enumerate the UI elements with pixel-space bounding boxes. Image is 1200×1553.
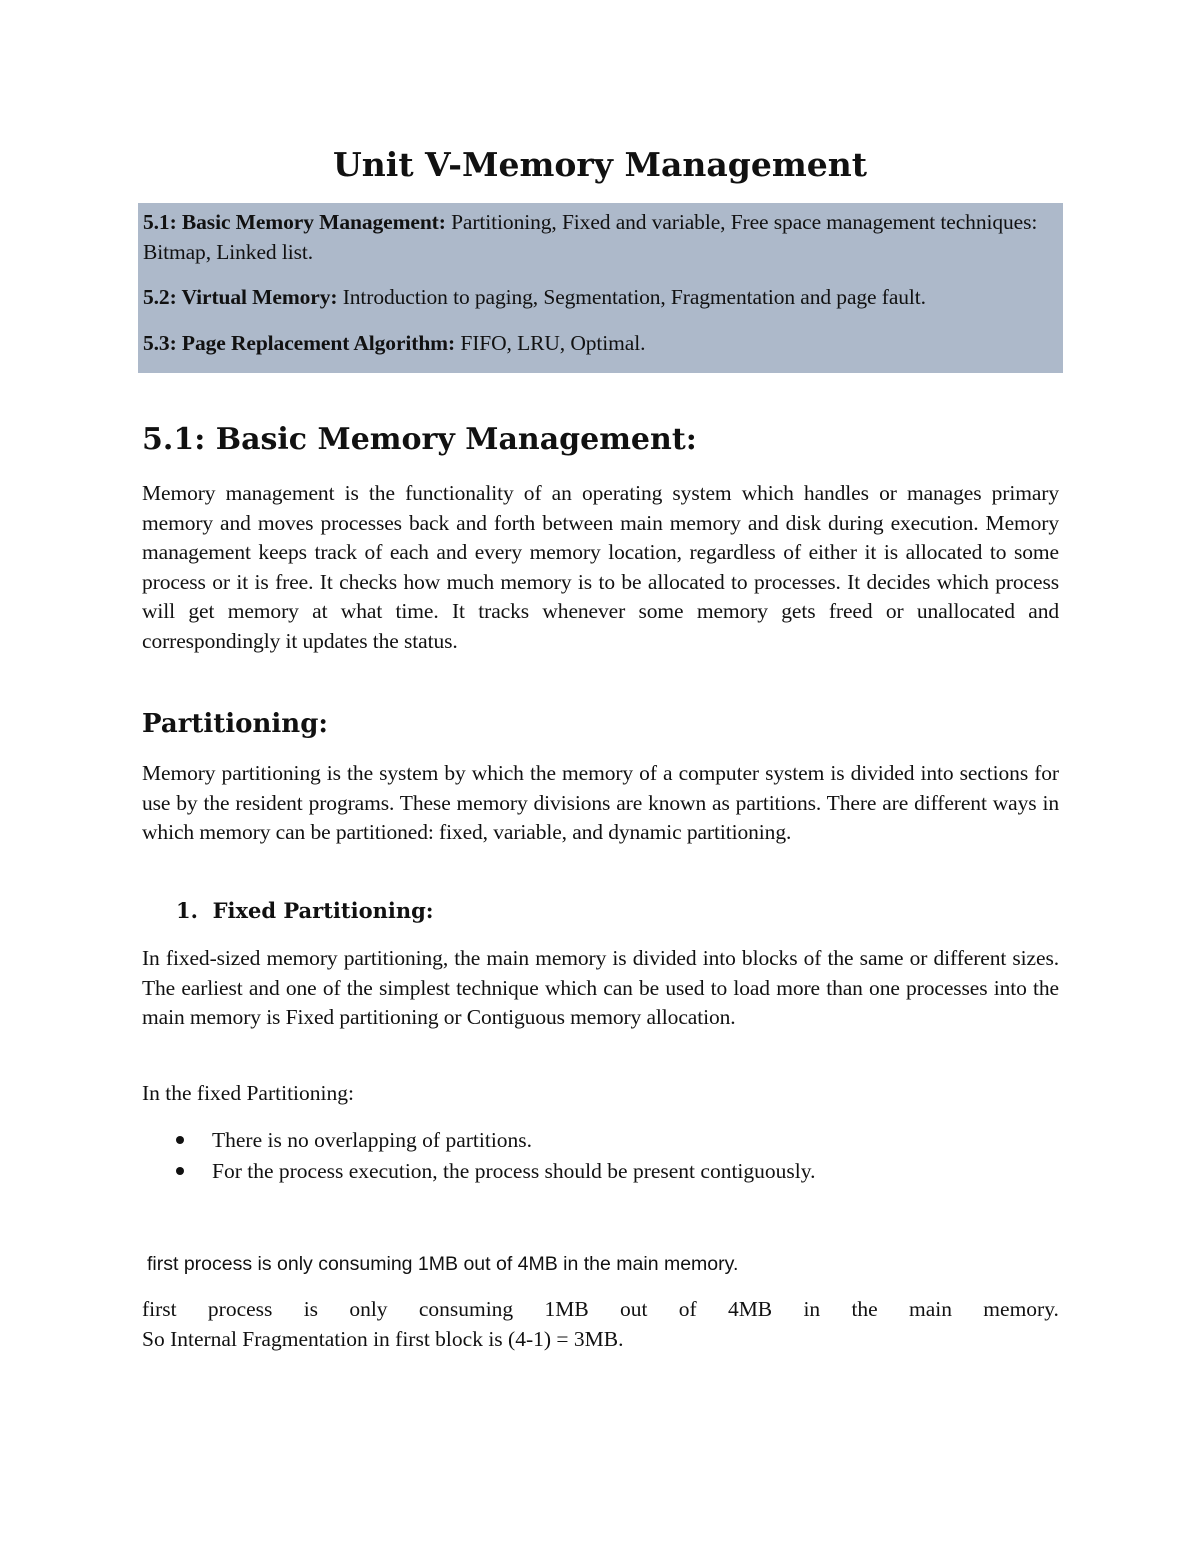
note-paragraph [142, 1294, 1059, 1354]
note-word: main [909, 1297, 953, 1321]
toc-item-text: Partitioning, Fixed and variable, Free space management techniques: Bitmap, Linked list. [143, 210, 1038, 264]
note-word: is [303, 1297, 319, 1321]
list-item-text: For the process execution, the process should be present contiguously. [212, 1159, 816, 1183]
toc-item-text: FIFO, LRU, Optimal. [455, 331, 646, 355]
toc-item-label: 5.3: Page Replacement Algorithm: [143, 331, 456, 355]
note-word: the [851, 1297, 878, 1321]
basic-memory-paragraph: Memory management is the functionality of an operating system which handles or manages primary memory and moves processes back and forth between main memory and disk during execution. Memory management keeps track of each and every memory location, regardless of either it is allocated to some process or it is free. It checks how much memory is to be allocated to processes. It decides which process will get memory at what time. It tracks whenever some memory gets freed or unallocated and correspondingly it updates the status. [142, 481, 1059, 653]
note-word: 4MB [727, 1297, 773, 1321]
bullet-icon [176, 1167, 184, 1175]
note-justified-line [142, 1294, 1059, 1324]
note-word: 1MB [544, 1297, 589, 1321]
section-heading-partitioning: Partitioning: [142, 709, 328, 739]
note-word: process [207, 1297, 273, 1321]
subsection-heading-text: Fixed Partitioning: [212, 898, 434, 923]
note-word: only [349, 1297, 388, 1321]
note-word: first [142, 1297, 177, 1321]
note-word: out [619, 1297, 648, 1321]
list-number: 1. [176, 898, 198, 923]
list-item [142, 1156, 815, 1187]
toc-item-5-2 [143, 282, 1059, 312]
fixed-partitioning-bullet-list [142, 1125, 815, 1187]
toc-item-text: Introduction to paging, Segmentation, Fragmentation and page fault. [337, 285, 926, 309]
note-last-line: So Internal Fragmentation in first block is (4-1) = 3MB. [142, 1327, 624, 1351]
subsection-heading-fixed-partitioning [176, 895, 434, 927]
note-word: of [678, 1297, 697, 1321]
toc-item-label: 5.1: Basic Memory Management: [143, 210, 446, 234]
toc-item-label: 5.2: Virtual Memory: [143, 285, 338, 309]
note-word: memory. [983, 1297, 1059, 1321]
document-title: Unit V-Memory Management [333, 145, 867, 184]
bullet-icon [176, 1136, 184, 1144]
topics-summary-box [138, 203, 1063, 373]
toc-item-5-3 [143, 328, 1059, 358]
list-item-text: There is no overlapping of partitions. [212, 1128, 533, 1152]
toc-item-5-1 [143, 207, 1059, 267]
note-word: in [803, 1297, 821, 1321]
note-word: consuming [418, 1297, 514, 1321]
fixed-partitioning-intro: In the fixed Partitioning: [142, 1081, 354, 1105]
note-sans-line: first process is only consuming 1MB out of 4MB in the main memory. [147, 1253, 739, 1275]
section-heading-basic-memory: 5.1: Basic Memory Management: [142, 422, 697, 457]
list-item [142, 1125, 815, 1156]
fixed-partitioning-paragraph: In fixed-sized memory partitioning, the main memory is divided into blocks of the same or different sizes. The earliest and one of the simplest technique which can be used to load more than one processes into the main memory is Fixed partitioning or Contiguous memory allocation. [142, 946, 1059, 1030]
partitioning-paragraph: Memory partitioning is the system by which the memory of a computer system is divided into sections for use by the resident programs. These memory divisions are known as partitions. There are different ways in which memory can be partitioned: fixed, variable, and dynamic partitioning. [142, 761, 1059, 845]
